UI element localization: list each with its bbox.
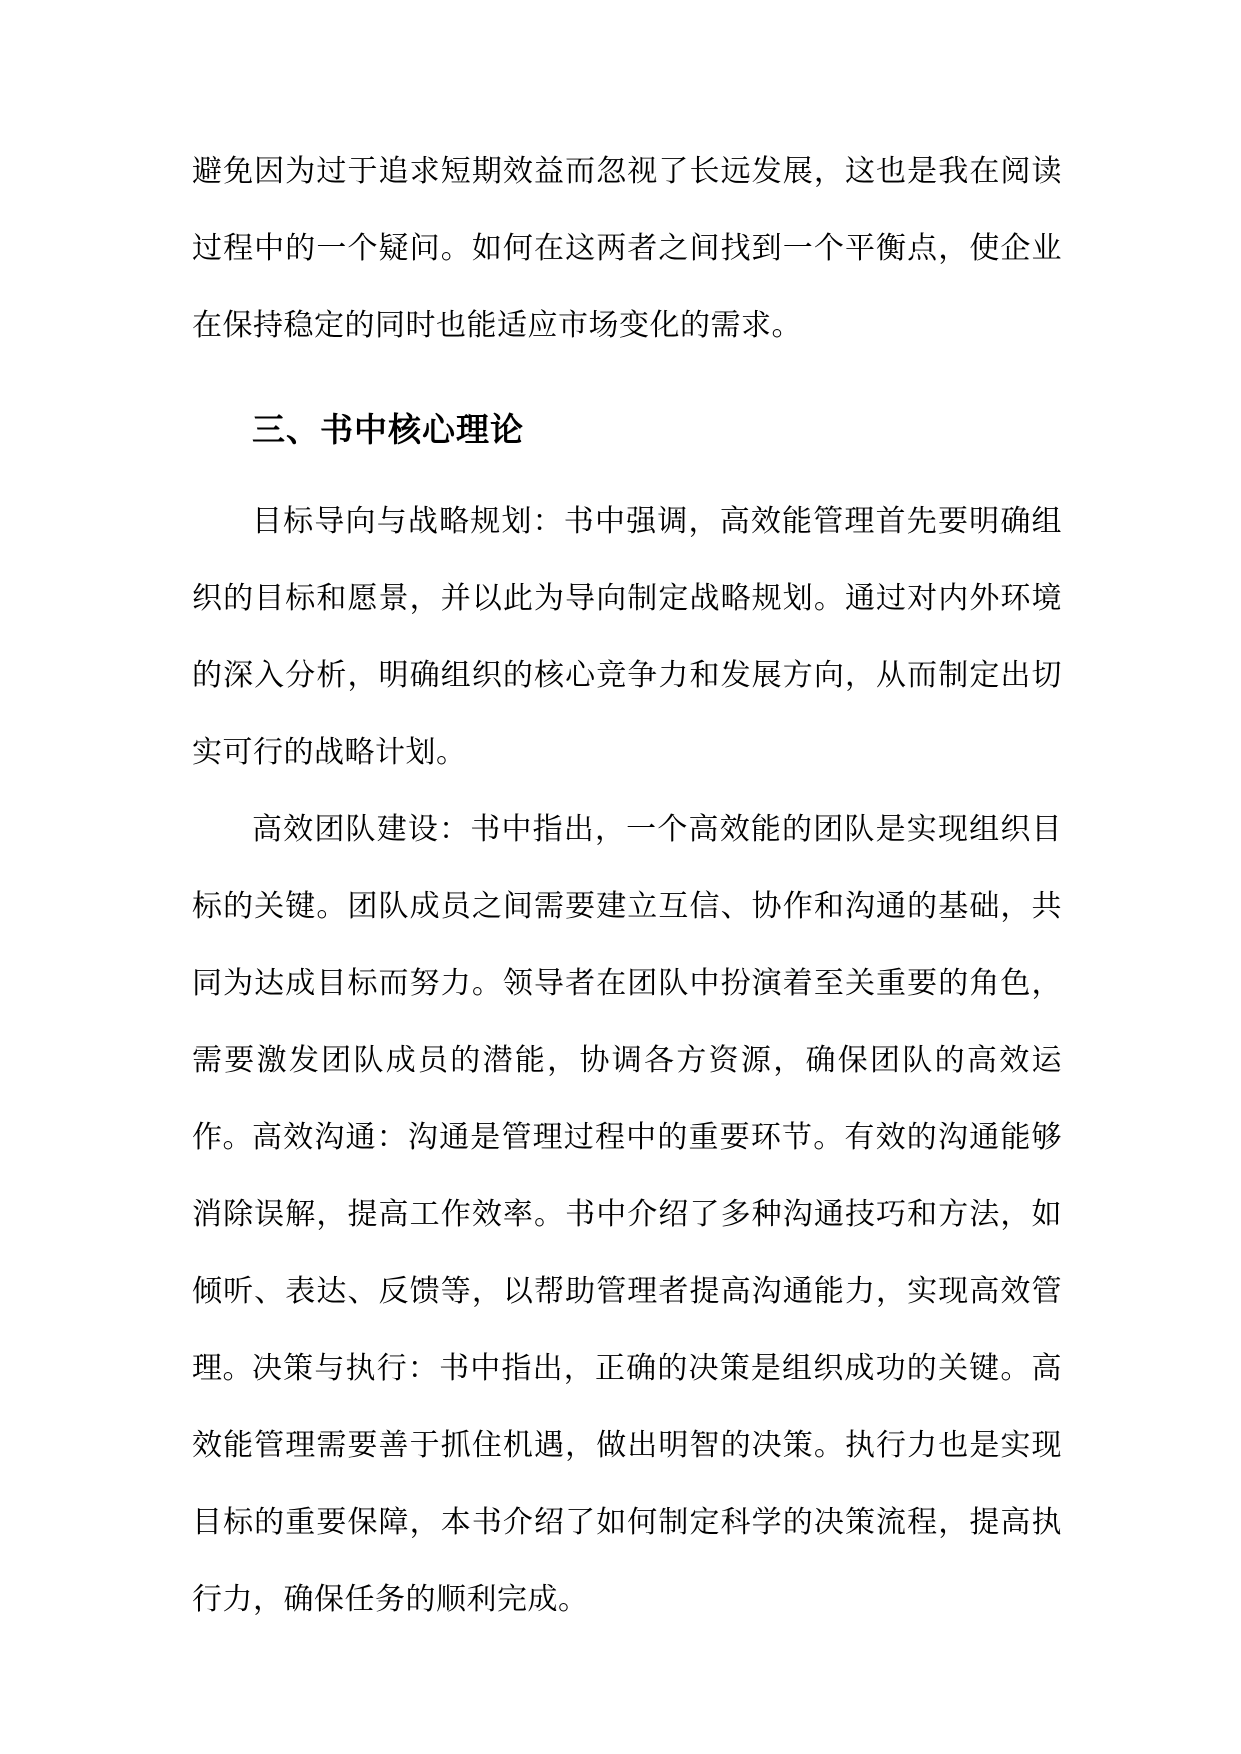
paragraph-goal-strategy: 目标导向与战略规划：书中强调，高效能管理首先要明确组织的目标和愿景，并以此为导向制定战略规划。通过对内外环境的深入分析，明确组织的核心竞争力和发展方向，从而制定出切实可行的战略计划。 bbox=[192, 504, 1062, 770]
paragraph-decision-execution: 决策与执行：书中指出，正确的决策是组织成功的关键。高效能管理需要善于抓住机遇，做出明智的决策。执行力也是实现目标的重要保障，本书介绍了如何制定科学的决策流程，提高执行力，确保任务的顺利完成。 bbox=[192, 1351, 1062, 1617]
section-heading: 三、书中核心理论 bbox=[252, 410, 524, 449]
continued-paragraph: 避免因为过于追求短期效益而忽视了长远发展，这也是我在阅读过程中的一个疑问。如何在这两者之间找到一个平衡点，使企业在保持稳定的同时也能适应市场变化的需求。 bbox=[192, 154, 1062, 343]
paragraph-team-building: 高效团队建设：书中指出，一个高效能的团队是实现组织目标的关键。团队成员之间需要建立互信、协作和沟通的基础，共同为达成目标而努力。领导者在团队中扮演着至关重要的角色，需要激发团队成员的潜能，协调各方资源，确保团队的高效运作。 bbox=[192, 812, 1062, 1155]
paragraph-communication: 高效沟通：沟通是管理过程中的重要环节。有效的沟通能够消除误解，提高工作效率。书中介绍了多种沟通技巧和方法，如倾听、表达、反馈等，以帮助管理者提高沟通能力，实现高效管理。 bbox=[192, 1120, 1062, 1386]
